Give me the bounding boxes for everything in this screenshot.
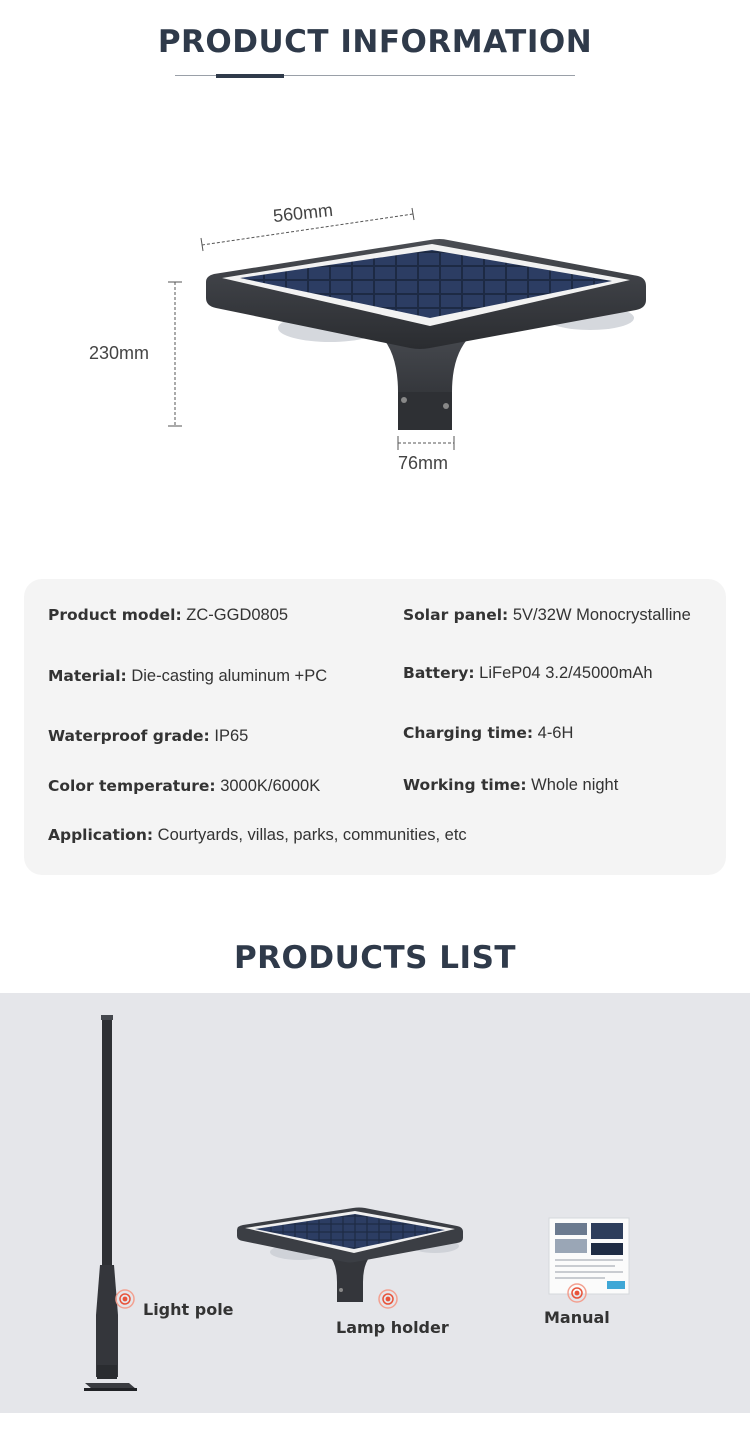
target-icon xyxy=(114,1288,136,1310)
spec-material: Material: Die-casting aluminum +PC xyxy=(48,667,328,685)
height-dimension-line xyxy=(168,282,182,426)
spec-battery: Battery: LiFeP04 3.2/45000mAh xyxy=(403,664,653,682)
spec-solar-panel: Solar panel: 5V/32W Monocrystalline xyxy=(403,606,691,624)
target-icon xyxy=(377,1288,399,1310)
light-pole-label: Light pole xyxy=(143,1300,234,1319)
products-list-title: PRODUCTS LIST xyxy=(233,940,517,976)
product-information-title: PRODUCT INFORMATION xyxy=(157,24,593,60)
lamp-holder-image xyxy=(235,1200,465,1310)
spec-application: Application: Courtyards, villas, parks, communities, etc xyxy=(48,826,467,844)
title-underline-accent xyxy=(216,74,284,78)
lamp-holder-label: Lamp holder xyxy=(336,1318,449,1337)
manual-image xyxy=(545,1215,635,1297)
spec-working-time: Working time: Whole night xyxy=(403,776,619,794)
manual-label: Manual xyxy=(544,1308,610,1327)
spec-charging-time: Charging time: 4-6H xyxy=(403,724,574,742)
spec-waterproof: Waterproof grade: IP65 xyxy=(48,727,249,745)
target-icon xyxy=(566,1282,588,1304)
height-dimension-label: 230mm xyxy=(89,343,150,363)
width-dimension-label: 560mm xyxy=(272,199,334,227)
spec-product-model: Product model: ZC-GGD0805 xyxy=(48,606,289,624)
pipe-dimension-line xyxy=(398,436,454,450)
lamp-dimension-drawing xyxy=(0,90,750,490)
spec-color-temperature: Color temperature: 3000K/6000K xyxy=(48,777,321,795)
light-pole-image xyxy=(80,1015,150,1395)
spec-card xyxy=(24,579,726,875)
pipe-dimension-label: 76mm xyxy=(398,453,449,473)
